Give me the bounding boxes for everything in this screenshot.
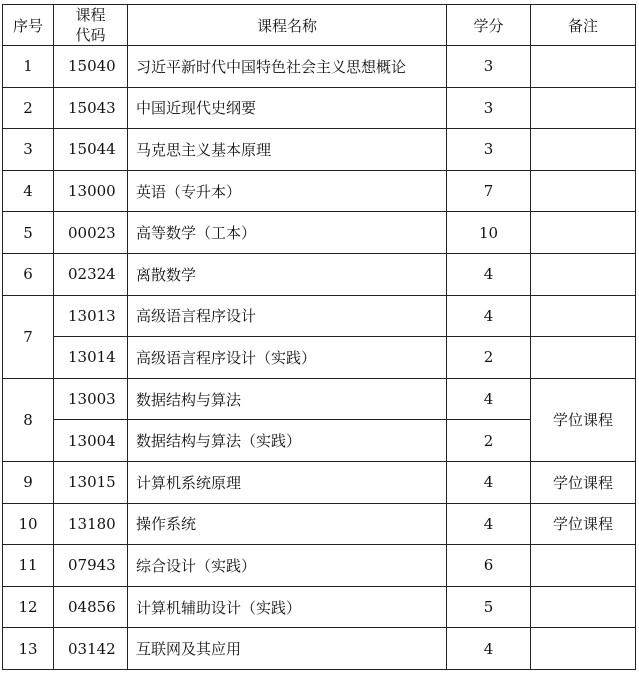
row-code: 13004 bbox=[54, 420, 128, 462]
row-credit: 4 bbox=[447, 253, 531, 295]
row-credit: 4 bbox=[447, 503, 531, 545]
row-no: 6 bbox=[3, 253, 54, 295]
row-code: 13013 bbox=[54, 295, 128, 337]
row-credit: 4 bbox=[447, 295, 531, 337]
row-name: 英语（专升本） bbox=[128, 170, 447, 212]
table-row bbox=[3, 337, 636, 379]
row-no: 5 bbox=[3, 212, 54, 254]
row-note bbox=[531, 46, 636, 88]
row-name: 高级语言程序设计（实践） bbox=[128, 337, 447, 379]
row-name: 综合设计（实践） bbox=[128, 545, 447, 587]
row-credit: 2 bbox=[447, 337, 531, 379]
row-no: 9 bbox=[3, 461, 54, 503]
row-note bbox=[531, 545, 636, 587]
row-name: 数据结构与算法（实践） bbox=[128, 420, 447, 462]
row-credit: 2 bbox=[447, 420, 531, 462]
row-credit: 7 bbox=[447, 170, 531, 212]
row-code: 03142 bbox=[54, 628, 128, 670]
table-row bbox=[3, 46, 636, 88]
row-note bbox=[531, 87, 636, 129]
row-name: 高级语言程序设计 bbox=[128, 295, 447, 337]
table-row bbox=[3, 253, 636, 295]
row-note bbox=[531, 129, 636, 171]
row-note: 学位课程 bbox=[531, 461, 636, 503]
row-credit: 4 bbox=[447, 628, 531, 670]
row-note bbox=[531, 628, 636, 670]
table-header bbox=[3, 5, 636, 46]
table-row bbox=[3, 545, 636, 587]
row-no: 13 bbox=[3, 628, 54, 670]
table-row bbox=[3, 461, 636, 503]
row-name: 数据结构与算法 bbox=[128, 378, 447, 420]
row-credit: 4 bbox=[447, 461, 531, 503]
row-name: 高等数学（工本） bbox=[128, 212, 447, 254]
row-note bbox=[531, 586, 636, 628]
row-code: 13180 bbox=[54, 503, 128, 545]
header-code-line2: 代码 bbox=[75, 26, 106, 44]
header-no: 序号 bbox=[3, 5, 54, 46]
row-code: 13015 bbox=[54, 461, 128, 503]
row-note bbox=[531, 337, 636, 379]
row-no: 12 bbox=[3, 586, 54, 628]
row-note bbox=[531, 253, 636, 295]
row-note bbox=[531, 170, 636, 212]
row-code: 00023 bbox=[54, 212, 128, 254]
row-no: 4 bbox=[3, 170, 54, 212]
table-row bbox=[3, 87, 636, 129]
row-no: 11 bbox=[3, 545, 54, 587]
table-row bbox=[3, 129, 636, 171]
row-note bbox=[531, 212, 636, 254]
row-credit: 3 bbox=[447, 87, 531, 129]
row-code: 15044 bbox=[54, 129, 128, 171]
row-credit: 3 bbox=[447, 129, 531, 171]
table-row bbox=[3, 586, 636, 628]
row-code: 15043 bbox=[54, 87, 128, 129]
row-code: 15040 bbox=[54, 46, 128, 88]
table-row bbox=[3, 212, 636, 254]
row-credit: 10 bbox=[447, 212, 531, 254]
row-code: 13000 bbox=[54, 170, 128, 212]
row-credit: 3 bbox=[447, 46, 531, 88]
table-row bbox=[3, 295, 636, 337]
row-name: 操作系统 bbox=[128, 503, 447, 545]
row-name: 离散数学 bbox=[128, 253, 447, 295]
row-name: 计算机系统原理 bbox=[128, 461, 447, 503]
course-table bbox=[2, 4, 636, 670]
row-name: 计算机辅助设计（实践） bbox=[128, 586, 447, 628]
header-code-line1: 课程 bbox=[75, 6, 106, 24]
row-credit: 5 bbox=[447, 586, 531, 628]
header-row bbox=[3, 5, 636, 46]
row-no: 3 bbox=[3, 129, 54, 171]
row-credit: 6 bbox=[447, 545, 531, 587]
header-code bbox=[54, 5, 128, 46]
row-no: 7 bbox=[3, 295, 54, 378]
row-code: 13014 bbox=[54, 337, 128, 379]
row-name: 互联网及其应用 bbox=[128, 628, 447, 670]
header-note: 备注 bbox=[531, 5, 636, 46]
row-code: 04856 bbox=[54, 586, 128, 628]
row-note bbox=[531, 295, 636, 337]
row-no: 1 bbox=[3, 46, 54, 88]
table-row bbox=[3, 170, 636, 212]
table-row bbox=[3, 628, 636, 670]
table-body bbox=[3, 46, 636, 670]
row-code: 07943 bbox=[54, 545, 128, 587]
header-name: 课程名称 bbox=[128, 5, 447, 46]
row-name: 中国近现代史纲要 bbox=[128, 87, 447, 129]
row-name: 马克思主义基本原理 bbox=[128, 129, 447, 171]
row-code: 02324 bbox=[54, 253, 128, 295]
row-credit: 4 bbox=[447, 378, 531, 420]
table-row bbox=[3, 503, 636, 545]
row-note: 学位课程 bbox=[531, 503, 636, 545]
row-no: 2 bbox=[3, 87, 54, 129]
row-code: 13003 bbox=[54, 378, 128, 420]
row-no: 8 bbox=[3, 378, 54, 461]
row-name: 习近平新时代中国特色社会主义思想概论 bbox=[128, 46, 447, 88]
row-note: 学位课程 bbox=[531, 378, 636, 461]
row-no: 10 bbox=[3, 503, 54, 545]
header-credit: 学分 bbox=[447, 5, 531, 46]
table-row bbox=[3, 378, 636, 420]
